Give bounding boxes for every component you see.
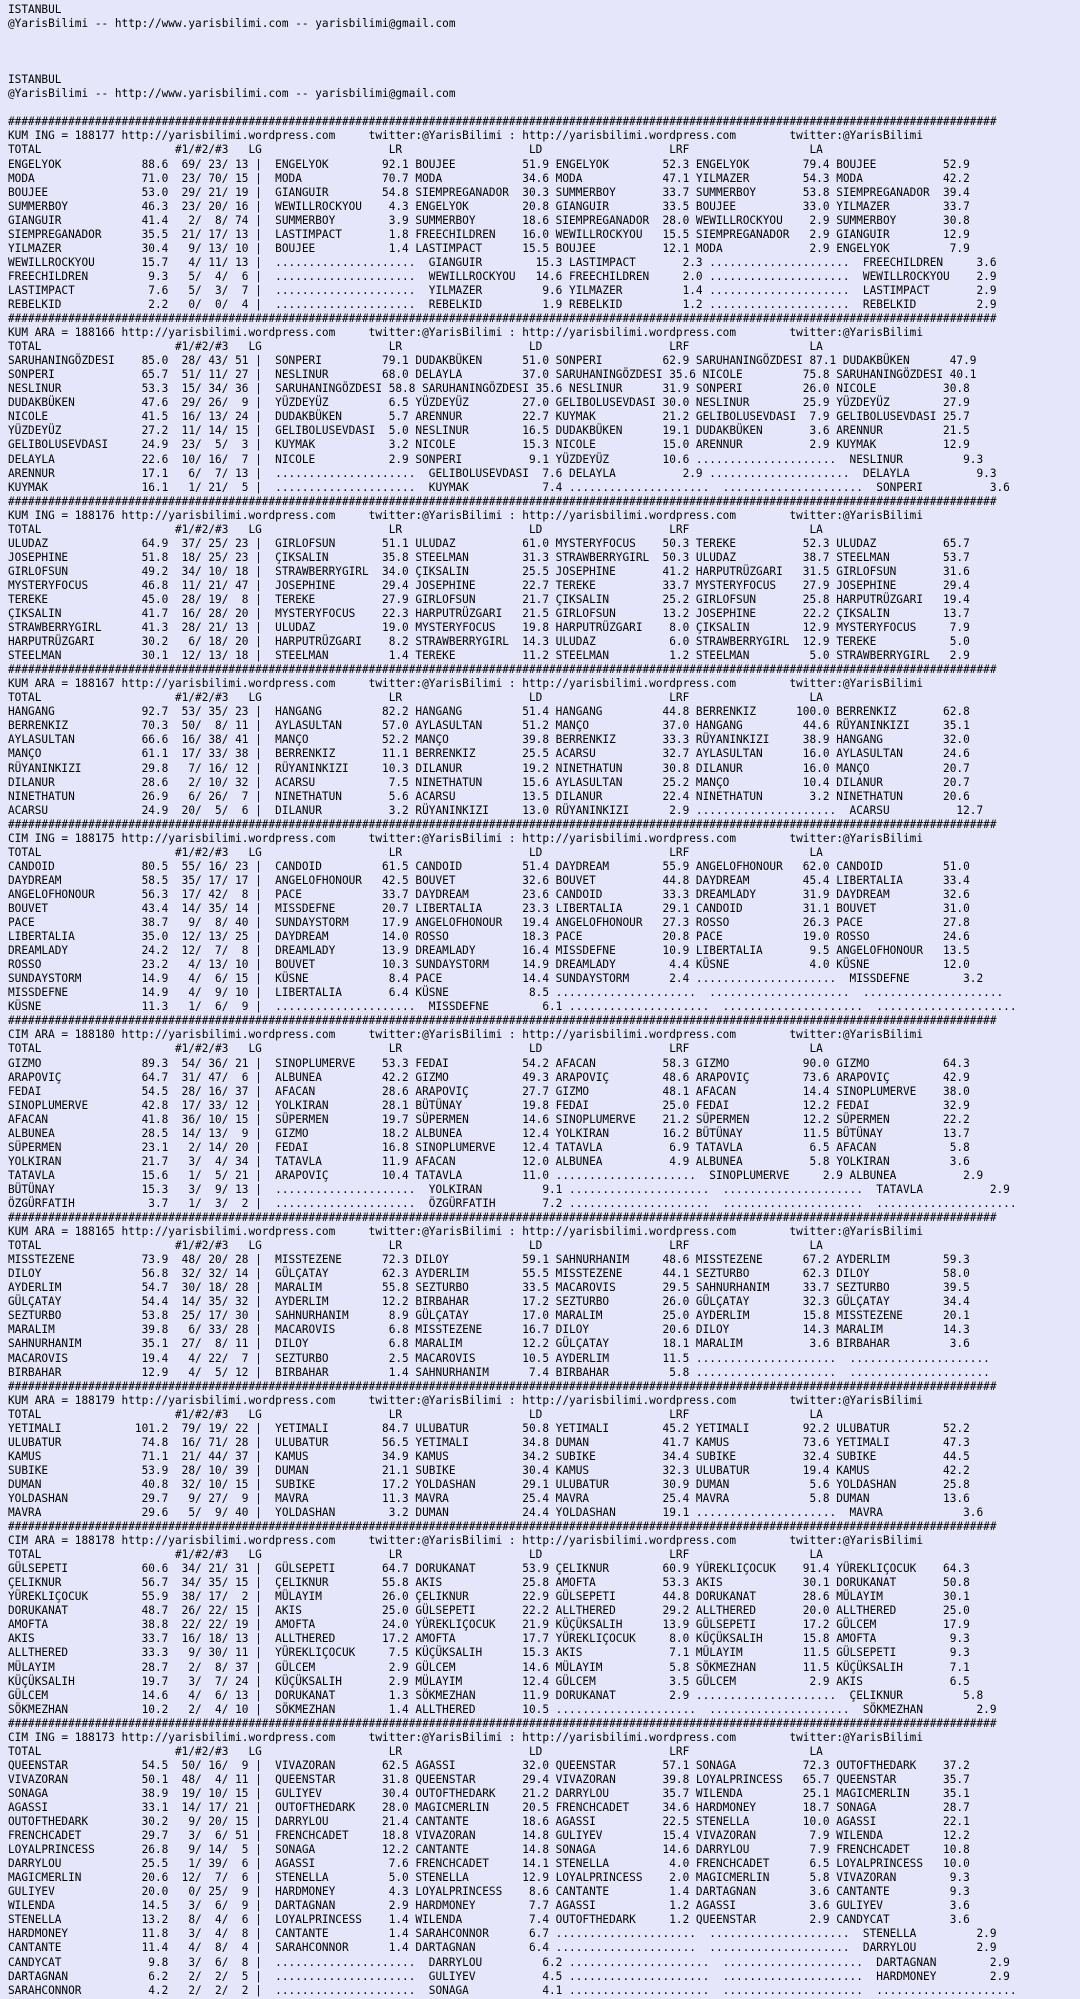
horse-row: ARAPOVIÇ 64.7 31/ 47/ 6 | ALBUNEA 42.2 GIZMO 49.3 ARAPOVIÇ 48.6 ARAPOVIÇ 73.6 ARAPOVIÇ 42.9 bbox=[8, 1070, 970, 1084]
horse-row: FRENCHCADET 29.7 3/ 6/ 51 | FRENCHCADET 18.8 VIVAZORAN 14.8 GULIYEV 15.4 VIVAZORAN 7.9 WILENDA 12.2 bbox=[8, 1829, 970, 1843]
horse-row: MAGICMERLIN 20.6 12/ 7/ 6 | STENELLA 5.0 STENELLA 12.9 LOYALPRINCESS 2.0 MAGICMERLIN 5.8 VIVAZORAN 9.3 bbox=[8, 1871, 970, 1885]
horse-row: HARPUTRÜZGARI 30.2 6/ 18/ 20 | HARPUTRÜZGARI 8.2 STRAWBERRYGIRL 14.3 ULUDAZ 6.0 STRAWBERRYGIRL 12.9 TEREKE 5.0 bbox=[8, 635, 970, 649]
horse-row: OUTOFTHEDARK 30.2 9/ 20/ 15 | DARRYLOU 21.4 CANTANTE 18.6 AGASSI 22.5 STENELLA 10.0 AGASSI 22.1 bbox=[8, 1815, 970, 1829]
horse-row: BÜTÜNAY 15.3 3/ 9/ 13 | ..................... YOLKIRAN 9.1 ..................... ..................... TATAVLA 2.9 bbox=[8, 1182, 1010, 1196]
blank-line bbox=[8, 31, 1080, 45]
horse-row: MACAROVIS 19.4 4/ 22/ 7 | SEZTURBO 2.5 MACAROVIS 10.5 AYDERLIM 11.5 ..................... ..................... bbox=[8, 1351, 990, 1365]
column-header-line: TOTAL #1/#2/#3 LG LR LD LRF LA bbox=[8, 1548, 823, 1562]
section-divider: #################################################################################################################################################### bbox=[8, 115, 997, 129]
horse-row: MODA 71.0 23/ 70/ 15 | MODA 70.7 MODA 34.6 MODA 47.1 YILMAZER 54.3 MODA 42.2 bbox=[8, 171, 970, 185]
horse-row: CANTANTE 11.4 4/ 8/ 4 | SARAHCONNOR 1.4 DARTAGNAN 6.4 ..................... ..................... DARRYLOU 2.9 bbox=[8, 1941, 997, 1955]
city-title: ISTANBUL bbox=[8, 73, 62, 87]
horse-row: FREECHILDREN 9.3 5/ 4/ 6 | ..................... WEWILLROCKYOU 14.6 FREECHILDREN 2.0 ..................... WEWILLROCKYOU 2.9 bbox=[8, 269, 997, 283]
horse-row: ALLTHERED 33.3 9/ 30/ 11 | YÜREKLIÇOCUK 7.5 KÜÇÜKSALIH 15.3 AKIS 7.1 MÜLAYIM 11.5 GÜLSEPETI 9.3 bbox=[8, 1646, 970, 1660]
horse-row: GULIYEV 20.0 0/ 25/ 9 | HARDMONEY 4.3 LOYALPRINCESS 8.6 CANTANTE 1.4 DARTAGNAN 3.6 CANTANTE 9.3 bbox=[8, 1885, 970, 1899]
horse-row: BIRBAHAR 12.9 4/ 5/ 12 | BIRBAHAR 1.4 SAHNURHANIM 7.4 BIRBAHAR 5.8 ..................... ..................... bbox=[8, 1365, 990, 1379]
race-header-line: CIM ARA = 188180 http://yarisbilimi.wordpress.com twitter:@YarisBilimi : http://yarisbilimi.wordpress.com twitter:@YarisBilimi bbox=[8, 1028, 924, 1042]
horse-row: KUYMAK 16.1 1/ 21/ 5 | ..................... KUYMAK 7.4 ..................... ..................... SONPERI 3.6 bbox=[8, 480, 1010, 494]
horse-row: DUDAKBÜKEN 47.6 29/ 26/ 9 | YÜZDEYÜZ 6.5 YÜZDEYÜZ 27.0 GELIBOLUSEVDASI 30.0 NESLINUR 25.9 YÜZDEYÜZ 27.9 bbox=[8, 396, 970, 410]
section-divider: #################################################################################################################################################### bbox=[8, 1379, 997, 1393]
horse-row: DARTAGNAN 6.2 2/ 2/ 5 | ..................... GULIYEV 4.5 ..................... ..................... HARDMONEY 2.9 bbox=[8, 1969, 1010, 1983]
column-header-line: TOTAL #1/#2/#3 LG LR LD LRF LA bbox=[8, 1239, 823, 1253]
horse-row: STEELMAN 30.1 12/ 13/ 18 | STEELMAN 1.4 TEREKE 11.2 STEELMAN 1.2 STEELMAN 5.0 STRAWBERRYGIRL 2.9 bbox=[8, 649, 970, 663]
section-divider: #################################################################################################################################################### bbox=[8, 1211, 997, 1225]
horse-row: LIBERTALIA 35.0 12/ 13/ 25 | DAYDREAM 14.0 ROSSO 18.3 PACE 20.8 PACE 19.0 ROSSO 24.6 bbox=[8, 930, 970, 944]
horse-row: QUEENSTAR 54.5 50/ 16/ 9 | VIVAZORAN 62.5 AGASSI 32.0 QUEENSTAR 57.1 SONAGA 72.3 OUTOFTHEDARK 37.2 bbox=[8, 1758, 970, 1772]
section-divider: #################################################################################################################################################### bbox=[8, 312, 997, 326]
horse-row: GÜLCEM 14.6 4/ 6/ 13 | DORUKANAT 1.3 SÖKMEZHAN 11.9 DORUKANAT 2.9 ..................... ÇELIKNUR 5.8 bbox=[8, 1688, 984, 1702]
horse-row: LOYALPRINCESS 26.8 9/ 14/ 5 | SONAGA 12.2 CANTANTE 14.8 SONAGA 14.6 DARRYLOU 7.9 FRENCHCADET 10.8 bbox=[8, 1843, 970, 1857]
horse-row: KAMUS 71.1 21/ 44/ 37 | KAMUS 34.9 KAMUS 34.2 SUBIKE 34.4 SUBIKE 32.4 SUBIKE 44.5 bbox=[8, 1449, 970, 1463]
horse-row: MANÇO 61.1 17/ 33/ 38 | BERRENKIZ 11.1 BERRENKIZ 25.5 ACARSU 32.7 AYLASULTAN 16.0 AYLASULTAN 24.6 bbox=[8, 747, 970, 761]
horse-row: KÜÇÜKSALIH 19.7 3/ 7/ 24 | KÜÇÜKSALIH 2.9 MÜLAYIM 12.4 GÜLCEM 3.5 GÜLCEM 2.9 AKIS 6.5 bbox=[8, 1674, 970, 1688]
race-header-line: KUM ING = 188176 http://yarisbilimi.wordpress.com twitter:@YarisBilimi : http://yarisbilimi.wordpress.com twitter:@YarisBilimi bbox=[8, 508, 924, 522]
horse-row: SONAGA 38.9 19/ 10/ 15 | GULIYEV 30.4 OUTOFTHEDARK 21.2 DARRYLOU 35.7 WILENDA 25.1 MAGICMERLIN 35.1 bbox=[8, 1786, 970, 1800]
horse-row: SAHNURHANIM 35.1 27/ 8/ 11 | DILOY 6.8 MARALIM 12.2 GÜLÇATAY 18.1 MARALIM 3.6 BIRBAHAR 3.6 bbox=[8, 1337, 970, 1351]
horse-row: AFACAN 41.8 36/ 10/ 15 | SÜPERMEN 19.7 SÜPERMEN 14.6 SINOPLUMERVE 21.2 SÜPERMEN 12.2 SÜPERMEN 22.2 bbox=[8, 1112, 970, 1126]
horse-row: DAYDREAM 58.5 35/ 17/ 17 | ANGELOFHONOUR 42.5 BOUVET 32.6 BOUVET 44.8 DAYDREAM 45.4 LIBERTALIA 33.4 bbox=[8, 873, 970, 887]
horse-row: YÜZDEYÜZ 27.2 11/ 14/ 15 | GELIBOLUSEVDASI 5.0 NESLINUR 16.5 DUDAKBÜKEN 19.1 DUDAKBÜKEN 3.6 ARENNUR 21.5 bbox=[8, 424, 970, 438]
horse-row: MÜLAYIM 28.7 2/ 8/ 37 | GÜLCEM 2.9 GÜLCEM 14.6 MÜLAYIM 5.8 SÖKMEZHAN 11.5 KÜÇÜKSALIH 7.1 bbox=[8, 1660, 970, 1674]
horse-row: PACE 38.7 9/ 8/ 40 | SUNDAYSTORM 17.9 ANGELOFHONOUR 19.4 ANGELOFHONOUR 27.3 ROSSO 26.3 PACE 27.8 bbox=[8, 916, 970, 930]
race-header-line: KUM ING = 188177 http://yarisbilimi.wordpress.com twitter:@YarisBilimi : http://yarisbilimi.wordpress.com twitter:@YarisBilimi bbox=[8, 129, 924, 143]
horse-row: DORUKANAT 48.7 26/ 22/ 15 | AKIS 25.0 GÜLSEPETI 22.2 ALLTHERED 29.2 ALLTHERED 20.0 ALLTHERED 25.0 bbox=[8, 1604, 970, 1618]
horse-row: KÜSNE 11.3 1/ 6/ 9 | ..................... MISSDEFNE 6.1 ..................... ..................... ..................... bbox=[8, 1000, 1017, 1014]
horse-row: CANDYCAT 9.8 3/ 6/ 8 | ..................... DARRYLOU 6.2 ..................... ..................... DARTAGNAN 2.9 bbox=[8, 1955, 1010, 1969]
horse-row: AGASSI 33.1 14/ 17/ 21 | OUTOFTHEDARK 28.0 MAGICMERLIN 20.5 FRENCHCADET 34.6 HARDMONEY 18.7 SONAGA 28.7 bbox=[8, 1801, 970, 1814]
race-header-line: CIM ING = 188175 http://yarisbilimi.wordpress.com twitter:@YarisBilimi : http://yarisbilimi.wordpress.com twitter:@YarisBilimi bbox=[8, 831, 924, 845]
horse-row: DREAMLADY 24.2 12/ 7/ 8 | DREAMLADY 13.9 DREAMLADY 16.4 MISSDEFNE 10.9 LIBERTALIA 9.5 ANGELOFHONOUR 13.5 bbox=[8, 944, 970, 958]
horse-row: MAVRA 29.6 5/ 9/ 40 | YOLDASHAN 3.2 DUMAN 24.4 YOLDASHAN 19.1 ..................... MAVRA 3.6 bbox=[8, 1506, 984, 1520]
horse-row: GIZMO 89.3 54/ 36/ 21 | SINOPLUMERVE 53.3 FEDAI 54.2 AFACAN 58.3 GIZMO 90.0 GIZMO 64.3 bbox=[8, 1056, 970, 1070]
horse-row: SEZTURBO 53.8 25/ 17/ 30 | SAHNURHANIM 8.9 GÜLÇATAY 17.0 MARALIM 25.0 AYDERLIM 15.8 MISSTEZENE 20.1 bbox=[8, 1309, 970, 1323]
horse-row: SUNDAYSTORM 14.9 4/ 6/ 15 | KÜSNE 8.4 PACE 14.4 SUNDAYSTORM 2.4 ..................... MISSDEFNE 3.2 bbox=[8, 972, 984, 986]
blank-line bbox=[8, 45, 1080, 59]
horse-row: NESLINUR 53.3 15/ 34/ 36 | SARUHANINGÖZDESI 58.8 SARUHANINGÖZDESI 35.6 NESLINUR 31.9 SONPERI 26.0 NICOLE 30.8 bbox=[8, 382, 970, 396]
blank-line bbox=[8, 59, 1080, 73]
horse-row: RÜYANINKIZI 29.8 7/ 16/ 12 | RÜYANINKIZI 10.3 DILANUR 19.2 NINETHATUN 30.8 DILANUR 16.0 MANÇO 20.7 bbox=[8, 761, 970, 775]
section-divider: #################################################################################################################################################### bbox=[8, 1014, 997, 1028]
horse-row: ULUBATUR 74.8 16/ 71/ 28 | ULUBATUR 56.5 YETIMALI 34.8 DUMAN 41.7 KAMUS 73.6 YETIMALI 47.3 bbox=[8, 1435, 970, 1449]
horse-row: AMOFTA 38.8 22/ 22/ 19 | AMOFTA 24.0 YÜREKLIÇOCUK 21.9 KÜÇÜKSALIH 13.9 GÜLSEPETI 17.2 GÜLCEM 17.9 bbox=[8, 1618, 970, 1632]
column-header-line: TOTAL #1/#2/#3 LG LR LD LRF LA bbox=[8, 340, 823, 354]
horse-row: ENGELYOK 88.6 69/ 23/ 13 | ENGELYOK 92.1 BOUJEE 51.9 ENGELYOK 52.3 ENGELYOK 79.4 BOUJEE 52.9 bbox=[8, 157, 970, 171]
horse-row: DILOY 56.8 32/ 32/ 14 | GÜLÇATAY 62.3 AYDERLIM 55.5 MISSTEZENE 44.1 SEZTURBO 62.3 DILOY 58.0 bbox=[8, 1267, 970, 1281]
horse-row: AKIS 33.7 16/ 18/ 13 | ALLTHERED 17.2 AMOFTA 17.7 YÜREKLIÇOCUK 8.0 KÜÇÜKSALIH 15.8 AMOFTA 9.3 bbox=[8, 1632, 970, 1646]
horse-row: ROSSO 23.2 4/ 13/ 10 | BOUVET 10.3 SUNDAYSTORM 14.9 DREAMLADY 4.4 KÜSNE 4.0 KÜSNE 12.0 bbox=[8, 958, 970, 972]
column-header-line: TOTAL #1/#2/#3 LG LR LD LRF LA bbox=[8, 1042, 823, 1056]
horse-row: ANGELOFHONOUR 56.3 17/ 42/ 8 | PACE 33.7 DAYDREAM 23.6 CANDOID 33.3 DREAMLADY 31.9 DAYDREAM 32.6 bbox=[8, 887, 970, 901]
section-divider: #################################################################################################################################################### bbox=[8, 1716, 997, 1730]
horse-row: AYDERLIM 54.7 30/ 18/ 28 | MARALIM 55.8 SEZTURBO 33.5 MACAROVIS 29.5 SAHNURHANIM 33.7 SEZTURBO 39.5 bbox=[8, 1281, 970, 1295]
horse-row: VIVAZORAN 50.1 48/ 4/ 11 | QUEENSTAR 31.8 QUEENSTAR 29.4 VIVAZORAN 39.8 LOYALPRINCESS 65.7 QUEENSTAR 35.7 bbox=[8, 1772, 970, 1786]
horse-row: ÇIKSALIN 41.7 16/ 28/ 20 | MYSTERYFOCUS 22.3 HARPUTRÜZGARI 21.5 GIRLOFSUN 13.2 JOSEPHINE 22.2 ÇIKSALIN 13.7 bbox=[8, 607, 970, 621]
column-header-line: TOTAL #1/#2/#3 LG LR LD LRF LA bbox=[8, 143, 823, 157]
column-header-line: TOTAL #1/#2/#3 LG LR LD LRF LA bbox=[8, 691, 823, 705]
horse-row: GÜLSEPETI 60.6 34/ 21/ 31 | GÜLSEPETI 64.7 DORUKANAT 53.9 ÇELIKNUR 60.9 YÜREKLIÇOCUK 91.4 YÜREKLIÇOCUK 64.3 bbox=[8, 1562, 970, 1576]
section-divider: #################################################################################################################################################### bbox=[8, 1520, 997, 1534]
horse-row: STRAWBERRYGIRL 41.3 28/ 21/ 13 | ULUDAZ 19.0 MYSTERYFOCUS 19.8 HARPUTRÜZGARI 8.0 ÇIKSALIN 12.9 MYSTERYFOCUS 7.9 bbox=[8, 621, 970, 635]
city-title: ISTANBUL bbox=[8, 3, 62, 16]
section-divider: #################################################################################################################################################### bbox=[8, 663, 997, 677]
horse-row: ULUDAZ 64.9 37/ 25/ 23 | GIRLOFSUN 51.1 ULUDAZ 61.0 MYSTERYFOCUS 50.3 TEREKE 52.3 ULUDAZ 65.7 bbox=[8, 536, 970, 550]
horse-row: YÜREKLIÇOCUK 55.9 38/ 17/ 2 | MÜLAYIM 26.0 ÇELIKNUR 22.9 GÜLSEPETI 44.8 DORUKANAT 28.6 MÜLAYIM 30.1 bbox=[8, 1590, 970, 1604]
horse-row: REBELKID 2.2 0/ 0/ 4 | ..................... REBELKID 1.9 REBELKID 1.2 ..................... REBELKID 2.9 bbox=[8, 297, 997, 311]
race-header-line: KUM ARA = 188165 http://yarisbilimi.wordpress.com twitter:@YarisBilimi : http://yarisbilimi.wordpress.com twitter:@YarisBilimi bbox=[8, 1225, 924, 1239]
horse-row: CANDOID 80.5 55/ 16/ 23 | CANDOID 61.5 CANDOID 51.4 DAYDREAM 55.9 ANGELOFHONOUR 62.0 CANDOID 51.0 bbox=[8, 859, 970, 873]
horse-row: ÖZGÜRFATIH 3.7 1/ 3/ 2 | ..................... ÖZGÜRFATIH 7.2 ..................... ..................... ..................... bbox=[8, 1196, 1017, 1210]
horse-row: GELIBOLUSEVDASI 24.9 23/ 5/ 3 | KUYMAK 3.2 NICOLE 15.3 NICOLE 15.0 ARENNUR 2.9 KUYMAK 12.9 bbox=[8, 438, 970, 452]
horse-row: MARALIM 39.8 6/ 33/ 28 | MACAROVIS 6.8 MISSTEZENE 16.7 DILOY 20.6 DILOY 14.3 MARALIM 14.3 bbox=[8, 1323, 970, 1337]
horse-row: BOUJEE 53.0 29/ 21/ 19 | GIANGUIR 54.8 SIEMPREGANADOR 30.3 SUMMERBOY 33.7 SUMMERBOY 53.8 SIEMPREGANADOR 39.4 bbox=[8, 185, 970, 199]
horse-row: DELAYLA 22.6 10/ 16/ 7 | NICOLE 2.9 SONPERI 9.1 YÜZDEYÜZ 10.6 ..................... NESLINUR 9.3 bbox=[8, 452, 984, 466]
horse-row: STENELLA 13.2 8/ 4/ 6 | LOYALPRINCESS 1.4 WILENDA 7.4 OUTOFTHEDARK 1.2 QUEENSTAR 2.9 CANDYCAT 3.6 bbox=[8, 1913, 970, 1927]
horse-row: NICOLE 41.5 16/ 13/ 24 | DUDAKBÜKEN 5.7 ARENNUR 22.7 KUYMAK 21.2 GELIBOLUSEVDASI 7.9 GELIBOLUSEVDASI 25.7 bbox=[8, 410, 970, 424]
horse-row: ÇELIKNUR 56.7 34/ 35/ 15 | ÇELIKNUR 55.8 AKIS 25.8 AMOFTA 53.3 AKIS 30.1 DORUKANAT 50.8 bbox=[8, 1576, 970, 1590]
horse-row: YOLKIRAN 21.7 3/ 4/ 34 | TATAVLA 11.9 AFACAN 12.0 ALBUNEA 4.9 ALBUNEA 5.8 YOLKIRAN 3.6 bbox=[8, 1154, 970, 1168]
horse-row: DARRYLOU 25.5 1/ 39/ 6 | AGASSI 7.6 FRENCHCADET 14.1 STENELLA 4.0 FRENCHCADET 6.5 LOYALPRINCESS 10.0 bbox=[8, 1857, 970, 1871]
horse-row: DILANUR 28.6 2/ 10/ 32 | ACARSU 7.5 NINETHATUN 15.6 AYLASULTAN 25.2 MANÇO 10.4 DILANUR 20.7 bbox=[8, 775, 970, 789]
horse-row: MISSDEFNE 14.9 4/ 9/ 10 | LIBERTALIA 6.4 KÜSNE 8.5 ..................... ..................... ..................... bbox=[8, 986, 1004, 1000]
horse-row: WILENDA 14.5 3/ 6/ 9 | DARTAGNAN 2.9 HARDMONEY 7.7 AGASSI 1.2 AGASSI 3.6 GULIYEV 3.6 bbox=[8, 1899, 970, 1913]
section-divider: #################################################################################################################################################### bbox=[8, 494, 997, 508]
contact-line: @YarisBilimi -- http://www.yarisbilimi.com -- yarisbilimi@gmail.com bbox=[8, 87, 456, 101]
horse-row: HARDMONEY 11.8 3/ 4/ 8 | CANTANTE 1.4 SARAHCONNOR 6.7 ..................... ..................... STENELLA 2.9 bbox=[8, 1927, 997, 1941]
column-header-line: TOTAL #1/#2/#3 LG LR LD LRF LA bbox=[8, 522, 823, 536]
column-header-line: TOTAL #1/#2/#3 LG LR LD LRF LA bbox=[8, 1407, 823, 1421]
horse-row: LASTIMPACT 7.6 5/ 3/ 7 | ..................... YILMAZER 9.6 YILMAZER 1.4 ..................... LASTIMPACT 2.9 bbox=[8, 283, 997, 297]
horse-row: AYLASULTAN 66.6 16/ 38/ 41 | MANÇO 52.2 MANÇO 39.8 BERRENKIZ 33.3 RÜYANINKIZI 38.9 HANGANG 32.0 bbox=[8, 733, 970, 747]
horse-row: ALBUNEA 28.5 14/ 13/ 9 | GIZMO 18.2 ALBUNEA 12.4 YOLKIRAN 16.2 BÜTÜNAY 11.5 BÜTÜNAY 13.7 bbox=[8, 1126, 970, 1140]
horse-row: GÜLÇATAY 54.4 14/ 35/ 32 | AYDERLIM 12.2 BIRBAHAR 17.2 SEZTURBO 26.0 GÜLÇATAY 32.3 GÜLÇATAY 34.4 bbox=[8, 1295, 970, 1309]
horse-row: GIRLOFSUN 49.2 34/ 10/ 18 | STRAWBERRYGIRL 34.0 ÇIKSALIN 25.5 JOSEPHINE 41.2 HARPUTRÜZGARI 31.5 GIRLOFSUN 31.6 bbox=[8, 564, 970, 578]
horse-row: TATAVLA 15.6 1/ 5/ 21 | ARAPOVIÇ 10.4 TATAVLA 11.0 ..................... SINOPLUMERVE 2.9 ALBUNEA 2.9 bbox=[8, 1168, 984, 1182]
section-divider: #################################################################################################################################################### bbox=[8, 817, 997, 831]
contact-line: @YarisBilimi -- http://www.yarisbilimi.com -- yarisbilimi@gmail.com bbox=[8, 17, 456, 31]
horse-row: YETIMALI 101.2 79/ 19/ 22 | YETIMALI 84.7 ULUBATUR 50.8 YETIMALI 45.2 YETIMALI 92.2 ULUBATUR 52.2 bbox=[8, 1421, 970, 1435]
horse-row: GIANGUIR 41.4 2/ 8/ 74 | SUMMERBOY 3.9 SUMMERBOY 18.6 SIEMPREGANADOR 28.0 WEWILLROCKYOU 2.9 SUMMERBOY 30.8 bbox=[8, 213, 970, 227]
horse-row: YILMAZER 30.4 9/ 13/ 10 | BOUJEE 1.4 LASTIMPACT 15.5 BOUJEE 12.1 MODA 2.9 ENGELYOK 7.9 bbox=[8, 241, 970, 255]
horse-row: TEREKE 45.0 28/ 19/ 8 | TEREKE 27.9 GIRLOFSUN 21.7 ÇIKSALIN 25.2 GIRLOFSUN 25.8 HARPUTRÜZGARI 19.4 bbox=[8, 592, 970, 606]
horse-row: SIEMPREGANADOR 35.5 21/ 17/ 13 | LASTIMPACT 1.8 FREECHILDREN 16.0 WEWILLROCKYOU 15.5 SIEMPREGANADOR 2.9 GIANGUIR 12.9 bbox=[8, 227, 970, 241]
horse-row: SINOPLUMERVE 42.8 17/ 33/ 12 | YOLKIRAN 28.1 BÜTÜNAY 19.8 FEDAI 25.0 FEDAI 12.2 FEDAI 32.9 bbox=[8, 1098, 970, 1112]
horse-row: MYSTERYFOCUS 46.8 11/ 21/ 47 | JOSEPHINE 29.4 JOSEPHINE 22.7 TEREKE 33.7 MYSTERYFOCUS 27.9 JOSEPHINE 29.4 bbox=[8, 578, 970, 592]
horse-row: JOSEPHINE 51.8 18/ 25/ 23 | ÇIKSALIN 35.8 STEELMAN 31.3 STRAWBERRYGIRL 50.3 ULUDAZ 38.7 STEELMAN 53.7 bbox=[8, 550, 970, 564]
blank-line bbox=[8, 101, 1080, 115]
horse-row: SARUHANINGÖZDESI 85.0 28/ 43/ 51 | SONPERI 79.1 DUDAKBÜKEN 51.0 SONPERI 62.9 SARUHANINGÖZDESI 87.1 DUDAKBÜKEN 47.9 bbox=[8, 354, 977, 368]
horse-row: BOUVET 43.4 14/ 35/ 14 | MISSDEFNE 20.7 LIBERTALIA 23.3 LIBERTALIA 29.1 CANDOID 31.1 BOUVET 31.0 bbox=[8, 902, 970, 915]
race-header-line: KUM ARA = 188167 http://yarisbilimi.wordpress.com twitter:@YarisBilimi : http://yarisbilimi.wordpress.com twitter:@YarisBilimi bbox=[8, 677, 924, 691]
horse-row: SARAHCONNOR 4.2 2/ 2/ 2 | ..................... SONAGA 4.1 ..................... ..................... ..................... bbox=[8, 1983, 1017, 1997]
horse-row: NINETHATUN 26.9 6/ 26/ 7 | NINETHATUN 5.6 ACARSU 13.5 DILANUR 22.4 NINETHATUN 3.2 NINETHATUN 20.6 bbox=[8, 789, 970, 803]
column-header-line: TOTAL #1/#2/#3 LG LR LD LRF LA bbox=[8, 1744, 823, 1758]
horse-row: WEWILLROCKYOU 15.7 4/ 11/ 13 | ..................... GIANGUIR 15.3 LASTIMPACT 2.3 ..................... FREECHILDREN 3.6 bbox=[8, 255, 997, 269]
horse-row: SUBIKE 53.9 28/ 10/ 39 | DUMAN 21.1 SUBIKE 30.4 KAMUS 32.3 ULUBATUR 19.4 KAMUS 42.2 bbox=[8, 1463, 970, 1477]
horse-row: SONPERI 65.7 51/ 11/ 27 | NESLINUR 68.0 DELAYLA 37.0 SARUHANINGÖZDESI 35.6 NICOLE 75.8 SARUHANINGÖZDESI 40.1 bbox=[8, 368, 977, 382]
horse-row: HANGANG 92.7 53/ 35/ 23 | HANGANG 82.2 HANGANG 51.4 HANGANG 44.8 BERRENKIZ 100.0 BERRENKIZ 62.8 bbox=[8, 705, 970, 719]
horse-row: SÜPERMEN 23.1 2/ 14/ 20 | FEDAI 16.8 SINOPLUMERVE 12.4 TATAVLA 6.9 TATAVLA 6.5 AFACAN 5.8 bbox=[8, 1140, 970, 1154]
column-header-line: TOTAL #1/#2/#3 LG LR LD LRF LA bbox=[8, 845, 823, 859]
horse-row: BERRENKIZ 70.3 50/ 8/ 11 | AYLASULTAN 57.0 AYLASULTAN 51.2 MANÇO 37.0 HANGANG 44.6 RÜYANINKIZI 35.1 bbox=[8, 719, 970, 733]
horse-row: FEDAI 54.5 28/ 16/ 37 | AFACAN 28.6 ARAPOVIÇ 27.7 GIZMO 48.1 AFACAN 14.4 SINOPLUMERVE 38.0 bbox=[8, 1084, 970, 1098]
horse-row: ARENNUR 17.1 6/ 7/ 13 | ..................... GELIBOLUSEVDASI 7.6 DELAYLA 2.9 ..................... DELAYLA 9.3 bbox=[8, 466, 997, 480]
race-header-line: CIM ING = 188173 http://yarisbilimi.wordpress.com twitter:@YarisBilimi : http://yarisbilimi.wordpress.com twitter:@YarisBilimi bbox=[8, 1730, 924, 1744]
horse-row: MISSTEZENE 73.9 48/ 20/ 28 | MISSTEZENE 72.3 DILOY 59.1 SAHNURHANIM 48.6 MISSTEZENE 67.2 AYDERLIM 59.3 bbox=[8, 1253, 970, 1267]
horse-row: SÖKMEZHAN 10.2 2/ 4/ 10 | SÖKMEZHAN 1.4 ALLTHERED 10.5 ..................... ..................... SÖKMEZHAN 2.9 bbox=[8, 1702, 997, 1716]
horse-row: DUMAN 40.8 32/ 10/ 15 | SUBIKE 17.2 YOLDASHAN 29.1 ULUBATUR 30.9 DUMAN 5.6 YOLDASHAN 25.8 bbox=[8, 1477, 970, 1491]
race-header-line: KUM ARA = 188179 http://yarisbilimi.wordpress.com twitter:@YarisBilimi : http://yarisbilimi.wordpress.com twitter:@YarisBilimi bbox=[8, 1393, 924, 1407]
horse-row: SUMMERBOY 46.3 23/ 20/ 16 | WEWILLROCKYOU 4.3 ENGELYOK 20.8 GIANGUIR 33.5 BOUJEE 33.0 YILMAZER 33.7 bbox=[8, 199, 970, 213]
horse-row: YOLDASHAN 29.7 9/ 27/ 9 | MAVRA 11.3 MAVRA 25.4 MAVRA 25.4 MAVRA 5.8 DUMAN 13.6 bbox=[8, 1491, 970, 1505]
horse-row: ACARSU 24.9 20/ 5/ 6 | DILANUR 3.2 RÜYANINKIZI 13.0 RÜYANINKIZI 2.9 ..................... ACARSU 12.7 bbox=[8, 803, 984, 817]
race-header-line: KUM ARA = 188166 http://yarisbilimi.wordpress.com twitter:@YarisBilimi : http://yarisbilimi.wordpress.com twitter:@YarisBilimi bbox=[8, 326, 924, 340]
race-header-line: CIM ARA = 188178 http://yarisbilimi.wordpress.com twitter:@YarisBilimi : http://yarisbilimi.wordpress.com twitter:@YarisBilimi bbox=[8, 1534, 924, 1548]
